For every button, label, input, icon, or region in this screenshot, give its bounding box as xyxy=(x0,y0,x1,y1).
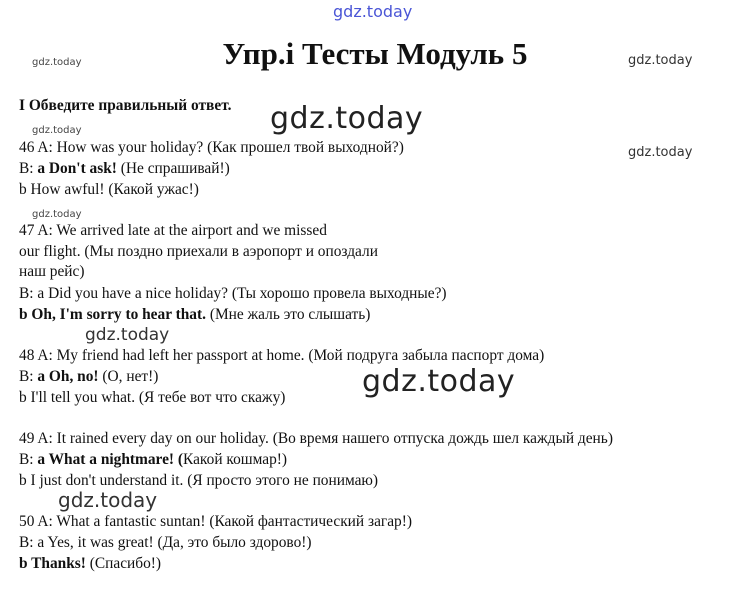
q50-translation: (Спасибо!) xyxy=(85,555,162,572)
watermark-large-1: gdz.today xyxy=(270,101,424,136)
q48-b-prefix: B: xyxy=(19,368,38,385)
q47-translation: (Мне жаль это слышать) xyxy=(205,306,371,323)
watermark-q50: gdz.today xyxy=(58,488,158,512)
q48-answer-b: b I'll tell you what. (Я тебе вот что скажу) xyxy=(19,389,286,406)
watermark-left-title: gdz.today xyxy=(32,57,82,68)
q46-correct-answer: a Don't ask! xyxy=(37,160,117,177)
q46-translation: (Не спрашивай!) xyxy=(116,160,230,177)
q46-answer-b: b How awful! (Какой ужас!) xyxy=(19,181,199,198)
watermark-large-2: gdz.today xyxy=(362,364,516,399)
q49-answer-a xyxy=(19,450,287,470)
watermark-right-title: gdz.today xyxy=(628,53,693,68)
q49-answer-b: b I just don't understand it. (Я просто этого не понимаю) xyxy=(19,472,379,489)
q49-prompt: 49 A: It rained every day on our holiday. (Во время нашего отпуска дождь шел каждый день) xyxy=(19,430,613,447)
q50-answer-b xyxy=(19,554,161,574)
q48-answer-a xyxy=(19,367,158,387)
q49-correct-answer: a What a nightmare! ( xyxy=(37,451,184,468)
q47-answer-a: B: a Did you have a nice holiday? (Ты хорошо провела выходные?) xyxy=(19,285,447,302)
q50-correct-answer: b Thanks! xyxy=(19,555,86,572)
q49-translation: Какой кошмар!) xyxy=(183,451,288,468)
q47-correct-answer: b Oh, I'm sorry to hear that. xyxy=(19,306,206,323)
q48-correct-answer: a Oh, no! xyxy=(37,368,99,385)
q50-prompt: 50 A: What a fantastic suntan! (Какой фантастический загар!) xyxy=(19,513,412,530)
q49-b-prefix: B: xyxy=(19,451,38,468)
q46-answer-a xyxy=(19,159,230,179)
q46-prompt: 46 A: How was your holiday? (Как прошел твой выходной?) xyxy=(19,139,404,156)
q46-b-prefix: B: xyxy=(19,160,38,177)
q50-answer-a: B: a Yes, it was great! (Да, это было здорово!) xyxy=(19,534,312,551)
watermark-right-q46: gdz.today xyxy=(628,145,693,160)
q47-prompt-2: our flight. (Мы поздно приехали в аэропорт и опоздали xyxy=(19,243,378,260)
q48-translation: (О, нет!) xyxy=(98,368,159,385)
q48-prompt: 48 A: My friend had left her passport at home. (Мой подруга забыла паспорт дома) xyxy=(19,347,545,364)
watermark-top: gdz.today xyxy=(333,2,413,21)
q47-answer-b xyxy=(19,305,370,325)
instruction: I Обведите правильный ответ. xyxy=(19,97,232,114)
watermark-left-q46: gdz.today xyxy=(32,125,82,136)
page-title: Упр.i Тесты Модуль 5 xyxy=(222,36,528,71)
watermark-q48: gdz.today xyxy=(85,325,170,345)
q47-prompt-1: 47 A: We arrived late at the airport and we missed xyxy=(19,222,327,239)
q47-prompt-3: наш рейс) xyxy=(19,263,85,280)
watermark-left-q47: gdz.today xyxy=(32,209,82,220)
